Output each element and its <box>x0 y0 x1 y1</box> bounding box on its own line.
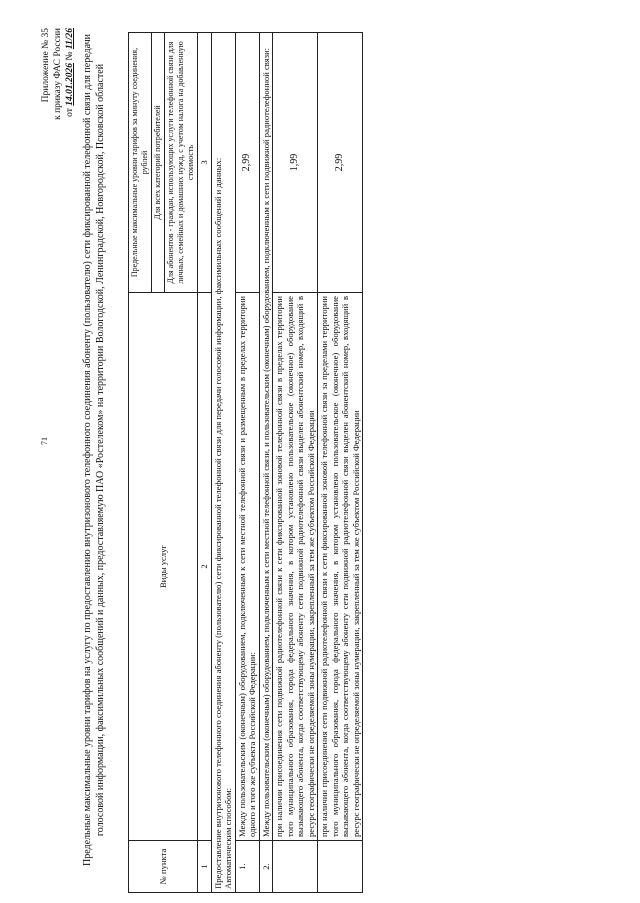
row-description: при наличии присоединения сети подвижной радиотелефонной связи к сети фиксированной зоновой телефонной связи в пределах территории того муниципального образования, города федерального значения, в котором установлено пользовательское (оконечное) оборудование вызывающего абонента, когда соответствующему абоненту сети подвижной радиотелефонной связи выделен абонентский номер, входящий в ресурс географически не определяемой зоны нумерации, закрепленный за тем же субъектом Российской Федерации <box>273 293 318 841</box>
appendix-line2: к приказу ФАС России <box>53 28 63 120</box>
header-service-types: Виды услуг <box>129 293 198 841</box>
handwritten-date: 14.01.2026 <box>65 62 75 106</box>
row-description: Между пользовательским (оконечным) оборудованием, подключенным к сети местной телефонной связи, и пользовательским (оконечным) оборудованием, подключенным к сети подвижной радиотелефонной связи: <box>259 32 273 840</box>
index-cell-1: 1 <box>198 841 212 893</box>
row-price: 1,99 <box>273 32 318 292</box>
date-prefix: от <box>65 108 75 117</box>
row-number: 1. <box>235 841 259 893</box>
row-number: 2. <box>259 841 273 893</box>
document-title: Предельные максимальные уровни тарифов на услугу по предоставлению внутризонового телефонного соединения абоненту (пользователю) сети фиксированной телефонной связи для передачи голосовой информации, факсимильных сообщений и данных, предоставляемую ПАО «Ростелеком» на территории Вологодской, Ленинградской, Новгородской, Псковской областей <box>82 33 106 867</box>
number-prefix: № <box>65 51 75 61</box>
table-row <box>318 32 363 892</box>
row-number-empty <box>273 841 318 893</box>
table-row <box>259 32 273 892</box>
table-row <box>273 32 318 892</box>
row-description: Между пользовательским (оконечным) оборудованием, подключенным к сети местной телефонной связи и размещенным в пределах территории одного и того же субъекта Российской Федерации: <box>235 293 259 841</box>
page-number: 71 <box>40 437 49 445</box>
row-price: 2,99 <box>318 32 363 292</box>
row-description: при наличии присоединения сети подвижной радиотелефонной связи к сети фиксированной зоновой телефонной связи за пределами территории того муниципального образования, города федерального значения, в котором установлено пользовательское (оконечное) оборудование вызывающего абонента, когда соответствующему абоненту сети подвижной радиотелефонной связи выделен абонентский номер, входящий в ресурс географически не определяемой зоны нумерации, закрепленный за тем же субъектом Российской Федерации <box>318 293 363 841</box>
tariff-table <box>128 32 363 893</box>
section-heading <box>211 32 235 892</box>
table-row <box>235 32 259 892</box>
row-price: 2,99 <box>235 32 259 292</box>
header-all-consumers: Для всех категорий потребителей <box>152 32 165 292</box>
row-number-empty <box>318 841 363 893</box>
header-citizens: Для абонентов - граждан, использующих услуги телефонной связи для личных, семейных и домашних нужд, с учетом налога на добавленную стоимость <box>165 32 198 292</box>
auto-text: Автоматическим способом: <box>223 787 233 889</box>
header-max-tariffs: Предельные максимальные уровни тарифов за минуту соединения, рублей <box>129 32 152 292</box>
index-row <box>198 32 212 892</box>
header-item-number: № пункта <box>129 841 198 893</box>
header-row-1 <box>129 32 152 892</box>
index-cell-3: 3 <box>198 32 212 292</box>
handwritten-number: 11/26 <box>65 28 75 50</box>
appendix-block <box>40 28 76 120</box>
section-row <box>211 32 235 892</box>
appendix-line1: Приложение № 35 <box>41 28 51 103</box>
section-text: Предоставление внутризонового телефонного соединения абоненту (пользователю) сети фиксированной телефонной связи для передачи голосовой информации, факсимильных сообщений и данных: <box>212 157 223 889</box>
appendix-date-line <box>64 28 76 120</box>
index-cell-2: 2 <box>198 293 212 841</box>
